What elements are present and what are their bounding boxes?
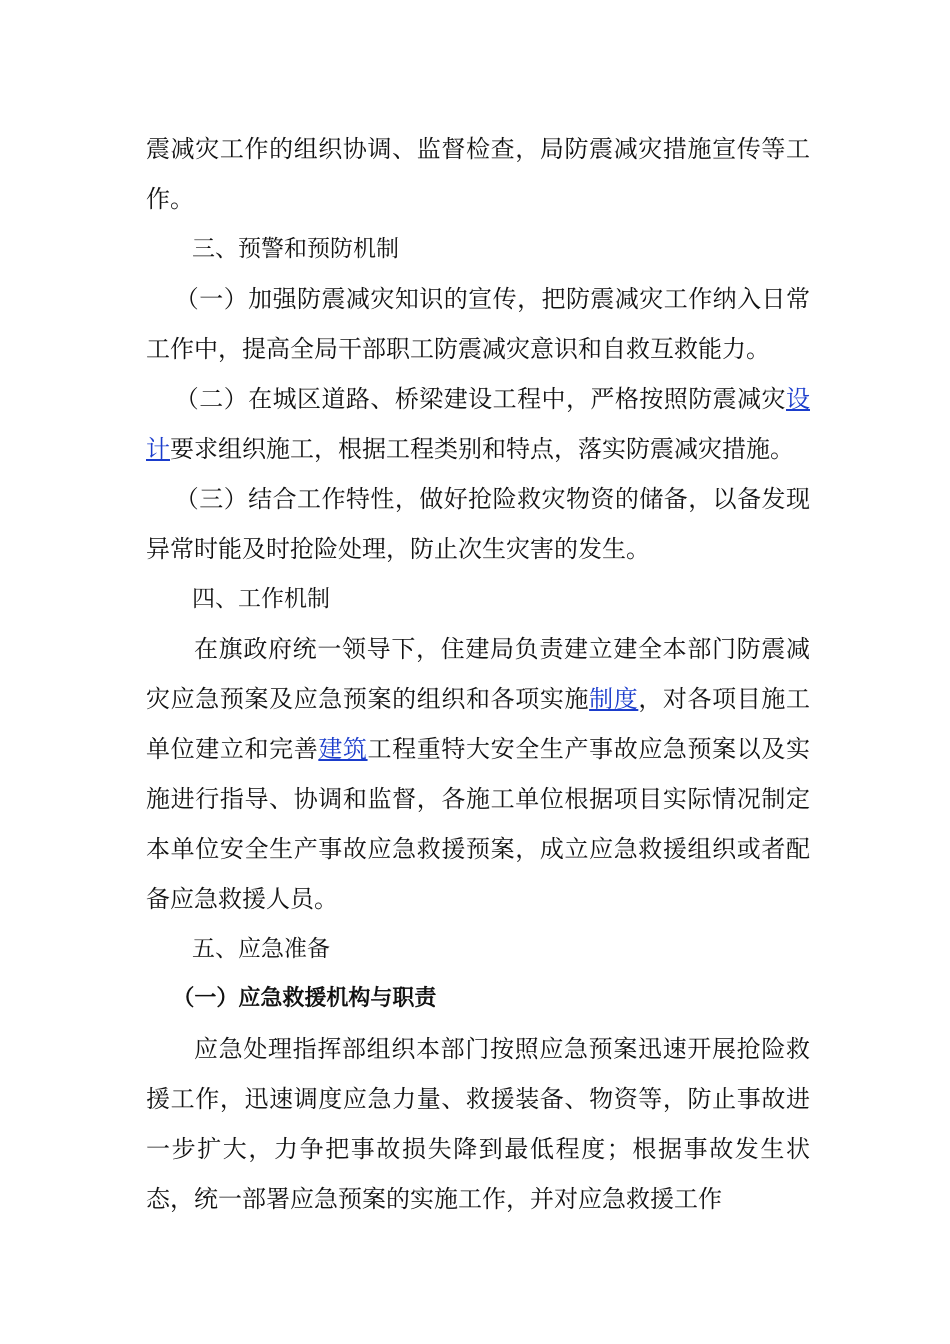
- link-construction[interactable]: 建筑: [318, 735, 368, 763]
- paragraph-work-mechanism-text-b: ，对各项目施工单位建立和完善: [146, 685, 811, 763]
- paragraph-item-2-text-after: 要求组织施工，根据工程类别和特点，落实防震减灾措施。: [170, 435, 794, 463]
- paragraph-item-2-text-before: （二）在城区道路、桥梁建设工程中，严格按照防震减灾: [174, 385, 786, 413]
- link-design[interactable]: 设计: [146, 385, 810, 463]
- paragraph-item-3: （三）结合工作特性，做好抢险救灾物资的储备，以备发现异常时能及时抢险处理，防止次生灾害的发生。: [146, 485, 810, 563]
- section-heading-work-mechanism: 四、工作机制: [192, 586, 330, 612]
- paragraph-work-mechanism-text-a: 在旗政府统一领导下，住建局负责建立建全本部门防震减灾应急预案及应急预案的组织和各项实施: [146, 635, 810, 713]
- section-heading-warning-prevention: 三、预警和预防机制: [192, 236, 399, 262]
- paragraph-continued: 震减灾工作的组织协调、监督检查，局防震减灾措施宣传等工作。: [146, 135, 810, 213]
- document-body: [146, 124, 810, 1224]
- section-heading-emergency-preparation: 五、应急准备: [192, 936, 330, 962]
- paragraph-work-mechanism-text-c: 工程重特大安全生产事故应急预案以及实施进行指导、协调和监督，各施工单位根据项目实际情况制定本单位安全生产事故应急救援预案，成立应急救援组织或者配备应急救援人员。: [146, 735, 811, 913]
- paragraph-item-2: [146, 374, 810, 474]
- paragraph-work-mechanism: [146, 624, 810, 924]
- paragraph-item-1: （一）加强防震减灾知识的宣传，把防震减灾工作纳入日常工作中，提高全局干部职工防震减灾意识和自救互救能力。: [146, 285, 810, 363]
- subsection-heading-rescue-agency: （一）应急救援机构与职责: [172, 986, 437, 1011]
- paragraph-rescue-agency: 应急处理指挥部组织本部门按照应急预案迅速开展抢险救援工作，迅速调度应急力量、救援装备、物资等，防止事故进一步扩大，力争把事故损失降到最低程度；根据事故发生状态，统一部署应急预案的实施工作，并对应急救援工作: [146, 1035, 810, 1213]
- link-system[interactable]: 制度: [589, 685, 639, 713]
